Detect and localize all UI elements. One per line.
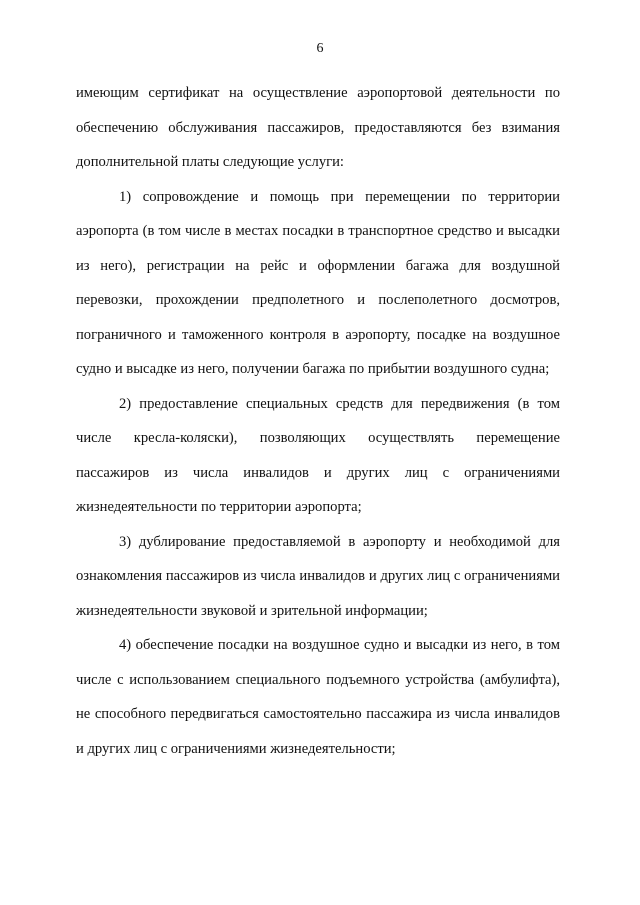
- page-number: 6: [316, 41, 324, 56]
- paragraph-item-4: 4) обеспечение посадки на воздушное судно и высадки из него, в том числе с использованием специального подъемного устройства (амбулифта), не способного передвигаться самостоятельно пассажира из числа инвалидов и других лиц с ограничениями жизнедеятельности;: [76, 637, 560, 757]
- paragraph-item-3: 3) дублирование предоставляемой в аэропорту и необходимой для ознакомления пассажиров из числа инвалидов и других лиц с ограничениями жизнедеятельности звуковой и зрительной информации;: [76, 533, 560, 619]
- paragraph-item-2: 2) предоставление специальных средств для передвижения (в том числе кресла-коляски), позволяющих осуществлять перемещение пассажиров из числа инвалидов и других лиц с ограничениями жизнедеятельности по территории аэропорта;: [76, 395, 560, 515]
- paragraph-item-1: 1) сопровождение и помощь при перемещении по территории аэропорта (в том числе в местах посадки в транспортное средство и высадки из него), регистрации на рейс и оформлении багажа для воздушной перевозки, прохождении предполетного и послеполетного досмотров, пограничного и таможенного контроля в аэропорту, посадке на воздушное судно и высадке из него, получении багажа по прибытии воздушного судна;: [76, 188, 560, 377]
- document-body: [76, 76, 560, 766]
- paragraph-intro: имеющим сертификат на осуществление аэропортовой деятельности по обеспечению обслуживания пассажиров, предоставляются без взимания дополнительной платы следующие услуги:: [76, 85, 560, 170]
